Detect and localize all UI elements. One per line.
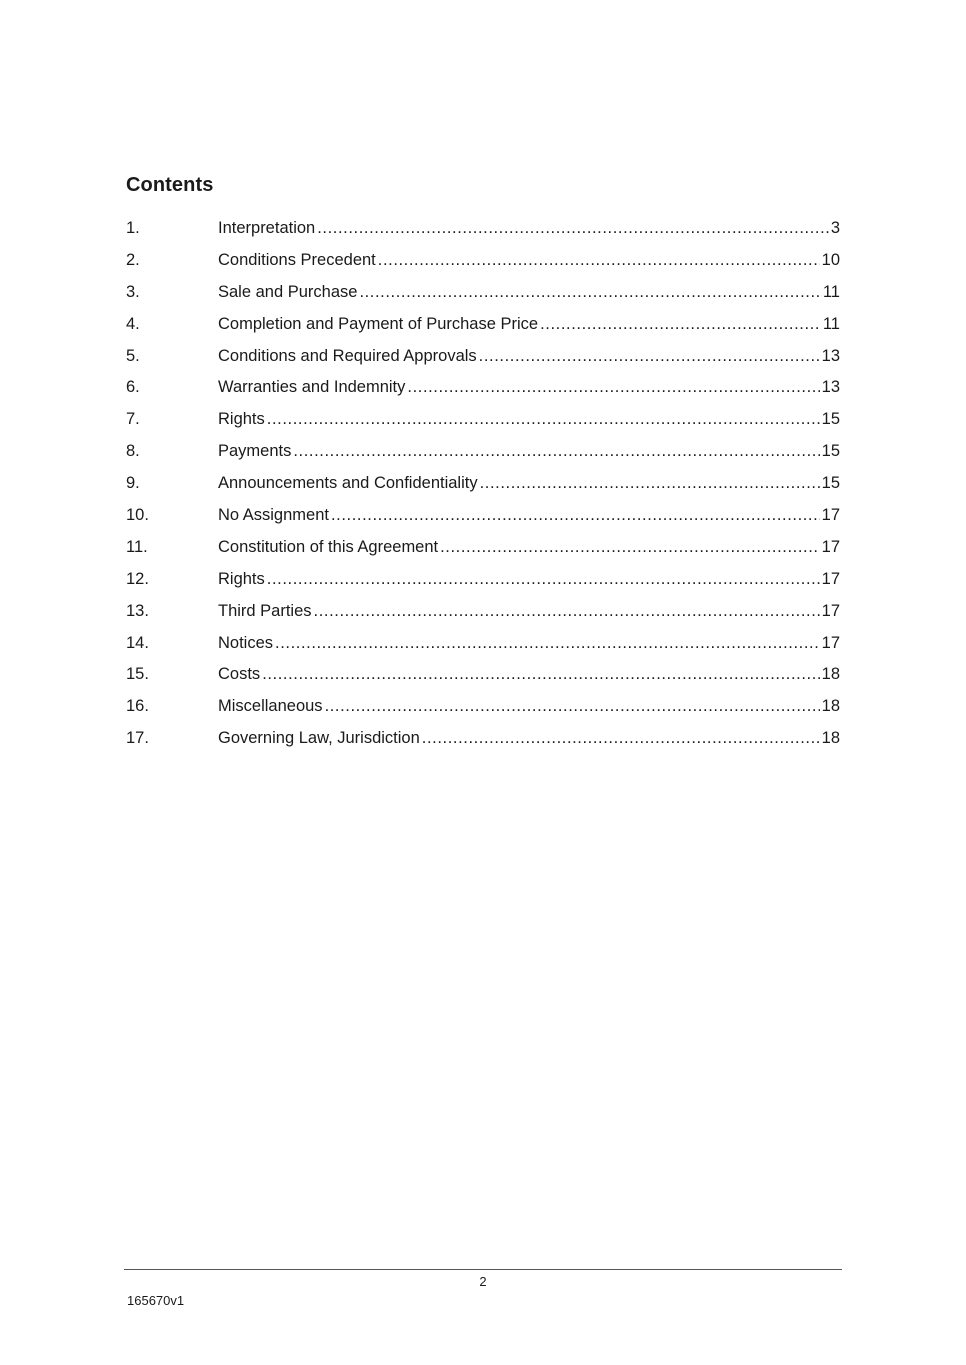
toc-entry-title: Conditions and Required Approvals xyxy=(218,346,477,365)
toc-dot-leader xyxy=(422,729,820,748)
toc-entry[interactable] xyxy=(126,378,840,410)
toc-entry[interactable] xyxy=(126,410,840,442)
toc-dot-leader xyxy=(440,538,820,557)
toc-entry-page: 11 xyxy=(822,282,840,301)
toc-dot-leader xyxy=(331,506,820,525)
toc-dot-leader xyxy=(359,283,820,302)
toc-entry-number: 13. xyxy=(126,601,149,620)
toc-dot-leader xyxy=(267,410,820,429)
toc-entry[interactable] xyxy=(126,602,840,634)
toc-entry-number: 7. xyxy=(126,410,140,429)
toc-entry-page: 17 xyxy=(821,506,840,525)
toc-dot-leader xyxy=(407,378,819,397)
toc-entry-number: 17. xyxy=(126,729,149,748)
toc-entry-page: 18 xyxy=(821,729,840,748)
toc-entry[interactable] xyxy=(126,283,840,315)
toc-entry-page: 15 xyxy=(821,442,840,461)
toc-entry-number: 12. xyxy=(126,569,149,588)
toc-entry-title: Completion and Payment of Purchase Price xyxy=(218,314,539,333)
toc-dot-leader xyxy=(540,315,821,334)
toc-entry-title: Miscellaneous xyxy=(218,697,323,716)
toc-entry-number: 5. xyxy=(126,346,140,365)
toc-entry-number: 11. xyxy=(126,537,148,556)
toc-entry-title: Third Parties xyxy=(218,601,312,620)
toc-entry[interactable] xyxy=(126,347,840,379)
toc-entry-page: 11 xyxy=(822,314,840,333)
toc-entry-page: 17 xyxy=(821,633,840,652)
toc-entry-title: Governing Law, Jurisdiction xyxy=(218,729,420,748)
toc-entry[interactable] xyxy=(126,729,840,761)
toc-entry-page: 17 xyxy=(821,537,840,556)
toc-entry-page: 18 xyxy=(821,697,840,716)
toc-entry-number: 4. xyxy=(126,314,140,333)
toc-entry-page: 10 xyxy=(821,250,840,269)
toc-entry-page: 15 xyxy=(821,474,840,493)
contents-heading: Contents xyxy=(126,174,214,196)
page-number: 2 xyxy=(479,1274,487,1289)
toc-dot-leader xyxy=(275,634,820,653)
toc-entry-number: 9. xyxy=(126,474,140,493)
toc-entry-title: Announcements and Confidentiality xyxy=(218,474,478,493)
toc-entry-page: 3 xyxy=(830,219,840,237)
toc-dot-leader xyxy=(314,602,820,621)
toc-dot-leader xyxy=(378,251,820,270)
toc-entry-number: 8. xyxy=(126,442,140,461)
toc-entry-number: 14. xyxy=(126,633,149,652)
toc-entry-number: 15. xyxy=(126,665,149,684)
toc-entry-page: 17 xyxy=(821,569,840,588)
toc-entry-page: 15 xyxy=(821,410,840,429)
toc-entry[interactable] xyxy=(126,538,840,570)
toc-entry-title: Notices xyxy=(218,633,274,652)
toc-entry[interactable] xyxy=(126,251,840,283)
toc-entry[interactable] xyxy=(126,315,840,347)
toc-entry[interactable] xyxy=(126,474,840,506)
toc-entry[interactable] xyxy=(126,442,840,474)
toc-dot-leader xyxy=(317,219,829,238)
toc-entry-title: Warranties and Indemnity xyxy=(218,378,406,397)
toc-entry-page: 17 xyxy=(821,601,840,620)
toc-entry-number: 16. xyxy=(126,697,149,716)
table-of-contents xyxy=(126,219,840,761)
toc-entry-number: 1. xyxy=(126,219,140,237)
toc-entry-title: No Assignment xyxy=(218,506,329,525)
toc-entry[interactable] xyxy=(126,219,840,251)
toc-entry[interactable] xyxy=(126,570,840,602)
toc-entry-page: 13 xyxy=(821,378,840,397)
toc-entry-title: Rights xyxy=(218,410,265,429)
toc-dot-leader xyxy=(480,474,820,493)
toc-entry-page: 13 xyxy=(821,346,840,365)
toc-entry-title: Sale and Purchase xyxy=(218,282,358,301)
toc-entry-number: 10. xyxy=(126,506,149,525)
toc-dot-leader xyxy=(267,570,820,589)
toc-entry-number: 3. xyxy=(126,282,140,301)
toc-entry-title: Constitution of this Agreement xyxy=(218,537,439,556)
toc-dot-leader xyxy=(325,697,820,716)
toc-entry[interactable] xyxy=(126,665,840,697)
toc-dot-leader xyxy=(293,442,819,461)
toc-entry[interactable] xyxy=(126,634,840,666)
footer-divider xyxy=(124,1269,842,1270)
toc-entry-number: 2. xyxy=(126,250,140,269)
toc-entry-title: Conditions Precedent xyxy=(218,250,376,269)
toc-entry[interactable] xyxy=(126,506,840,538)
toc-dot-leader xyxy=(262,665,819,684)
toc-entry-title: Costs xyxy=(218,665,261,684)
toc-entry-page: 18 xyxy=(821,665,840,684)
toc-entry-title: Interpretation xyxy=(218,219,316,237)
document-reference: 165670v1 xyxy=(127,1293,185,1308)
toc-dot-leader xyxy=(479,347,820,366)
toc-entry-title: Payments xyxy=(218,442,292,461)
toc-entry[interactable] xyxy=(126,697,840,729)
toc-entry-number: 6. xyxy=(126,378,140,397)
toc-entry-title: Rights xyxy=(218,569,265,588)
